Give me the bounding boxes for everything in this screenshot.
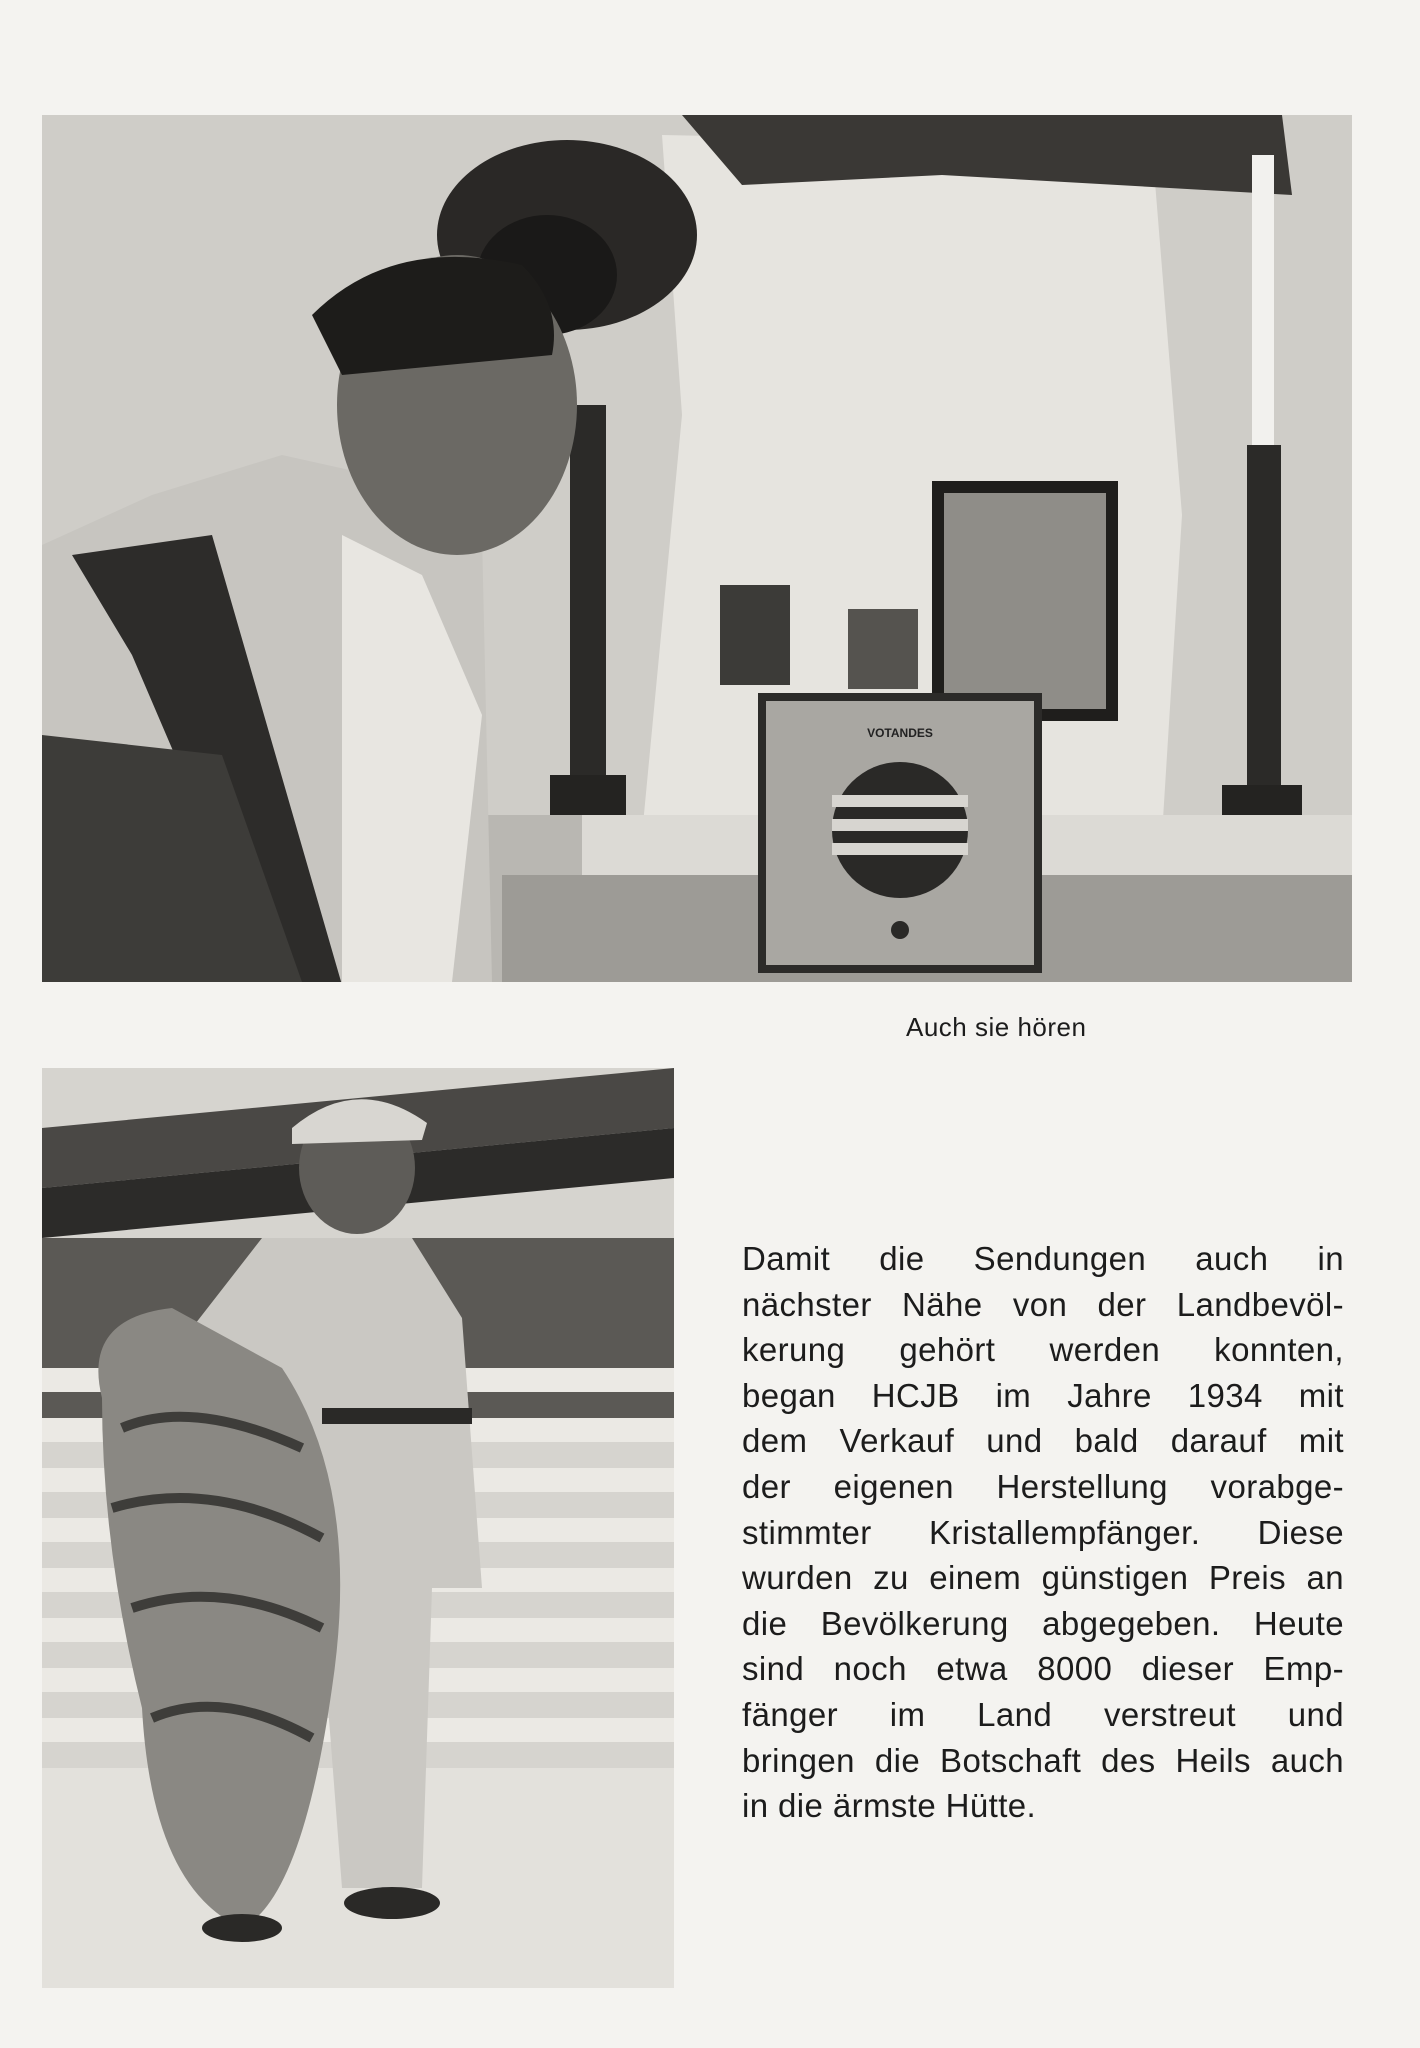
body-line: in die ärmste Hütte. bbox=[742, 1787, 1037, 1825]
body-line: bringen die Botschaft des Heils auch bbox=[742, 1741, 1344, 1779]
body-line: fänger im Land verstreut und bbox=[742, 1695, 1344, 1733]
body-line: sind noch etwa 8000 dieser Emp- bbox=[742, 1650, 1344, 1688]
body-line: Damit die Sendungen auch in bbox=[742, 1240, 1344, 1277]
body-line: kerung gehört werden konnten, bbox=[742, 1331, 1344, 1369]
body-line: dem Verkauf und bald darauf mit bbox=[742, 1422, 1344, 1460]
photo-man-with-bundle bbox=[42, 1068, 674, 1988]
body-line: wurden zu einem günstigen Preis an bbox=[742, 1559, 1344, 1597]
body-line: der eigenen Herstellung vorabge- bbox=[742, 1467, 1344, 1505]
radio-brand-label: VOTANDES bbox=[867, 726, 933, 740]
body-line: stimmter Kristallempfänger. Diese bbox=[742, 1513, 1344, 1551]
body-line: nächster Nähe von der Landbevöl- bbox=[742, 1285, 1344, 1323]
body-line: die Bevölkerung abgegeben. Heute bbox=[742, 1604, 1344, 1642]
photo-radio-listener-image bbox=[42, 115, 1352, 982]
body-paragraph bbox=[742, 1236, 1344, 1829]
photo-caption: Auch sie hören bbox=[906, 1012, 1087, 1042]
photo-man-with-bundle-image bbox=[42, 1068, 674, 1988]
body-line: began HCJB im Jahre 1934 mit bbox=[742, 1376, 1344, 1414]
photo-radio-listener bbox=[42, 115, 1352, 982]
